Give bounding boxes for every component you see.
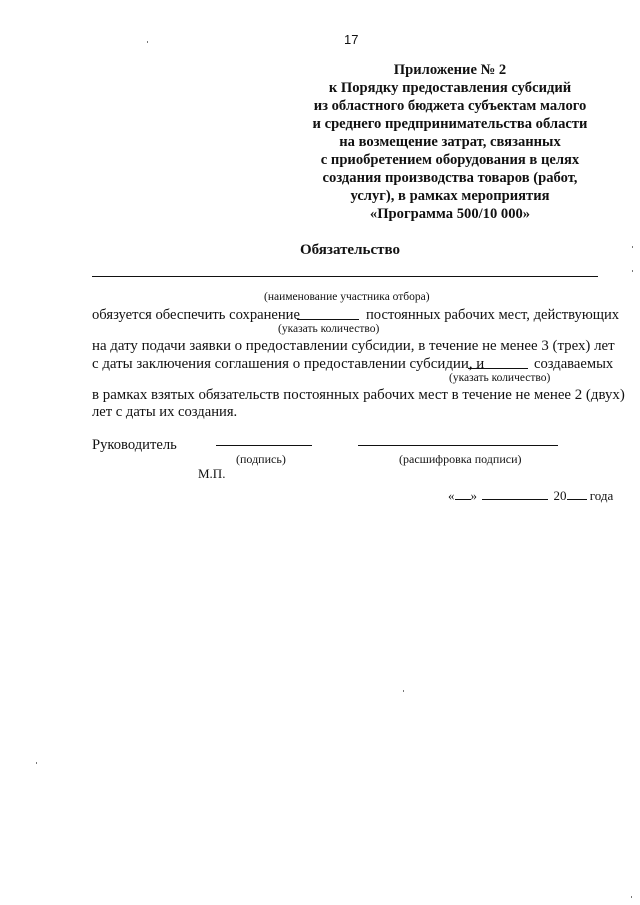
scan-speck [403,690,404,692]
obligation-text-line-2: на дату подачи заявки о предоставлении субсидии, в течение не менее 3 (трех) лет [92,338,615,354]
scan-speck [632,270,633,272]
signature-caption: (подпись) [236,452,286,466]
document-title: Обязательство [300,242,400,258]
obligation-text-line-5: лет с даты их создания. [92,404,238,420]
appendix-line: с приобретением оборудования в целях [320,152,580,168]
date-quote-close: » [470,488,477,503]
obligation-text-line-1-right: постоянных рабочих мест, действующих [366,307,620,323]
appendix-line: к Порядку предоставления субсидий [328,80,572,96]
obligation-text-line-4: в рамках взятых обязательств постоянных рабочих мест в течение не менее 2 (двух) [92,387,625,403]
scan-speck [632,246,633,248]
year-blank [567,489,587,500]
quantity-caption-1: (указать количество) [278,323,380,335]
stamp-label: М.П. [198,466,226,481]
appendix-line: Приложение № 2 [393,62,507,78]
month-blank [482,489,548,500]
page-number: 17 [344,32,359,47]
participant-name-caption: (наименование участника отбора) [264,291,430,303]
scan-speck [147,41,148,43]
quantity-blank-2 [468,356,528,369]
date-line [448,487,613,504]
obligation-text-line-3-left: с даты заключения соглашения о предоставлении субсидии, и [92,356,485,372]
signature-line [216,445,312,446]
appendix-line: на возмещение затрат, связанных [339,134,561,150]
appendix-line: создания производства товаров (работ, [322,170,578,186]
quantity-blank-1 [297,307,359,320]
appendix-line: из областного бюджета субъектам малого [313,98,587,114]
date-year-suffix: года [589,488,614,503]
date-century: 20 [553,488,567,503]
quantity-caption-2: (указать количество) [449,372,551,384]
scan-speck [36,762,37,764]
obligation-text-line-1-left: обязуется обеспечить сохранение [92,307,300,323]
appendix-line: и среднего предпринимательства области [312,116,588,132]
appendix-header [300,61,600,223]
appendix-line: «Программа 500/10 000» [369,206,531,222]
obligation-text-line-3-right: создаваемых [534,356,614,372]
signature-decoding-line [358,445,558,446]
date-quote-open: « [448,488,455,503]
day-blank [455,489,471,500]
scan-speck [631,896,632,898]
participant-name-line [92,276,598,277]
signature-role-label: Руководитель [92,437,177,453]
appendix-line: услуг), в рамках мероприятия [350,188,550,204]
signature-decoding-caption: (расшифровка подписи) [399,452,522,466]
